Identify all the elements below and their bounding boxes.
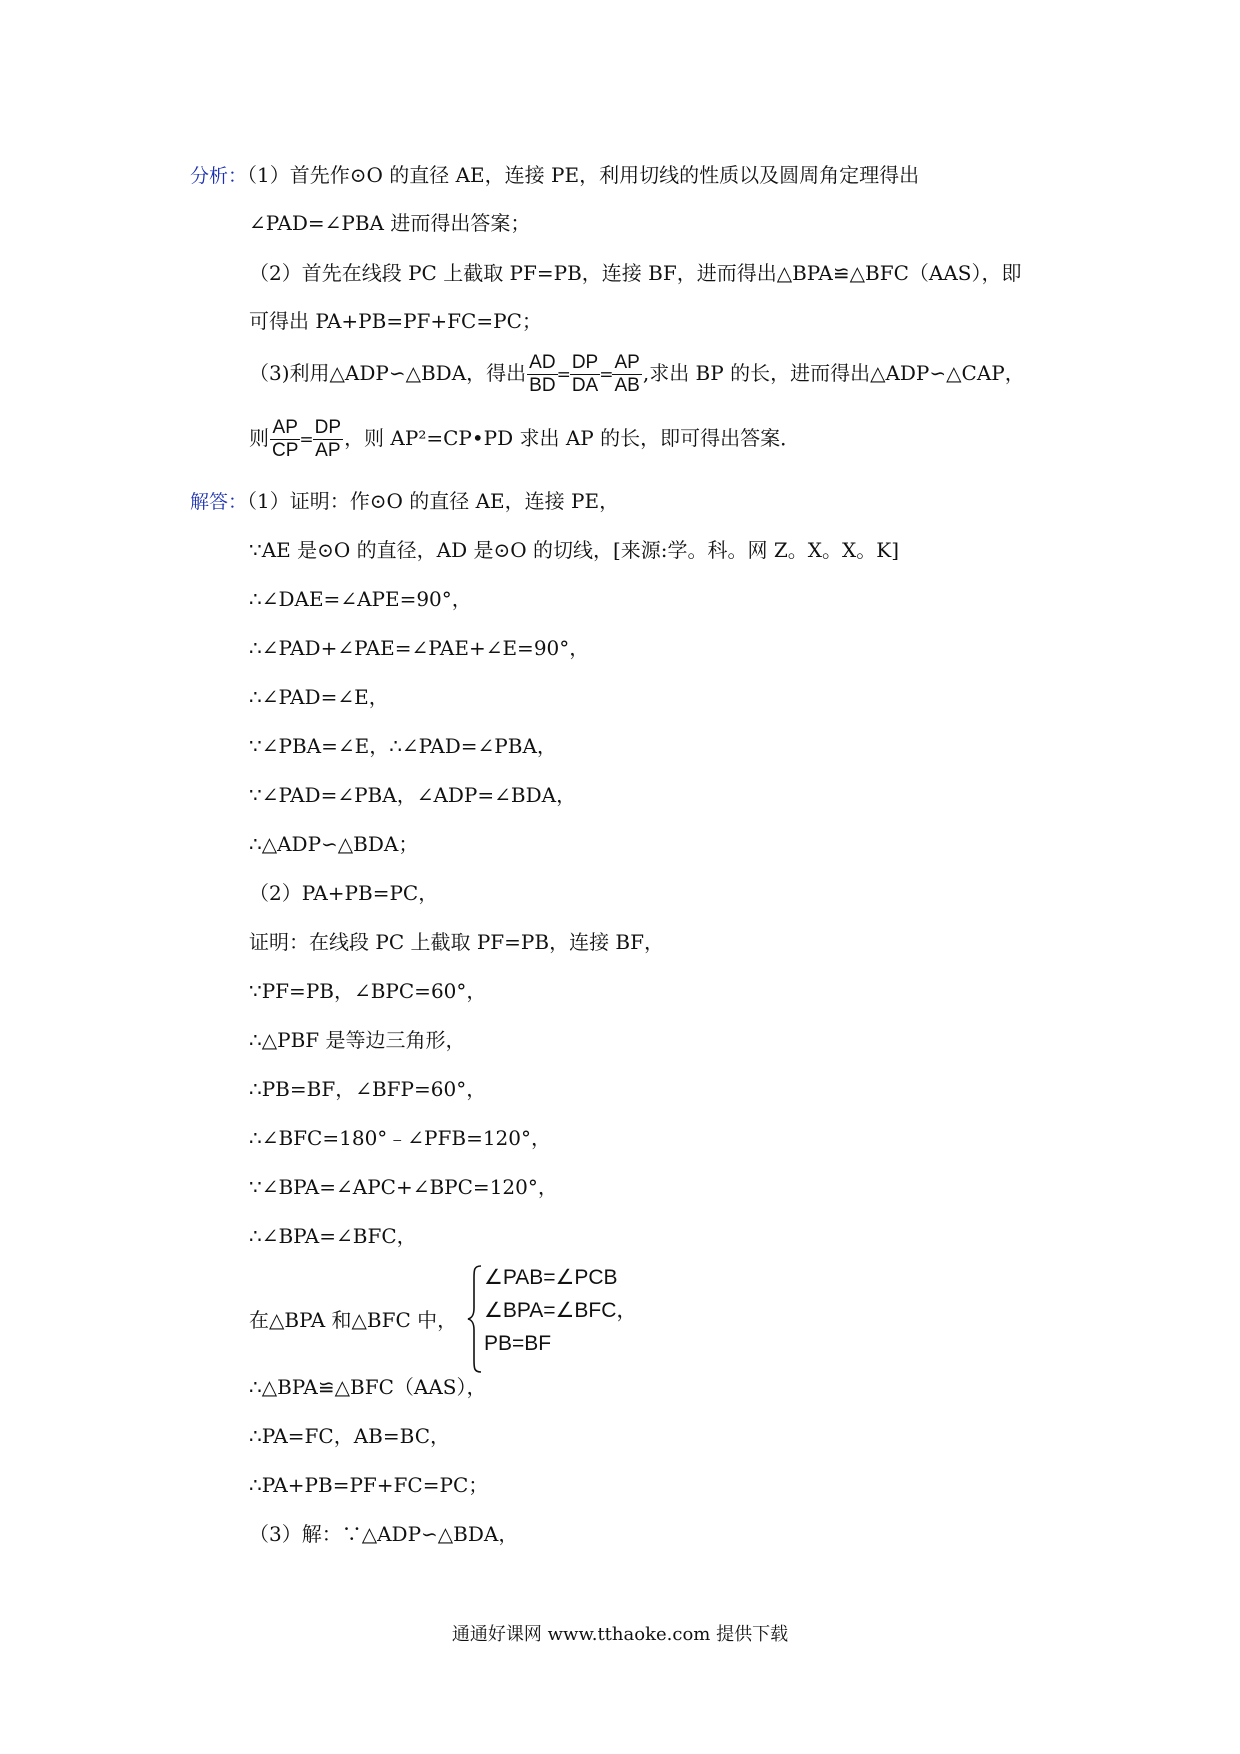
solution-line: ∵PF=PB，∠BPC=60°， — [249, 979, 487, 1003]
solution-text: （1）证明：作⊙O 的直径 AE，连接 PE， — [247, 489, 620, 513]
fraction-numerator: AP — [614, 352, 640, 373]
fraction-denominator: AB — [614, 375, 640, 396]
solution-line: ∴PA=FC，AB=BC， — [249, 1424, 450, 1448]
solution-line: ∴∠DAE=∠APE=90°， — [249, 587, 472, 611]
solution-label: 解答： — [190, 491, 248, 513]
analysis-line-4: 可得出 PA+PB=PF+FC=PC； — [249, 309, 542, 333]
analysis-text-6-post: ，则 AP²=CP•PD 求出 AP 的长，即可得出答案． — [344, 426, 801, 450]
solution-line: ∴PB=BF，∠BFP=60°， — [249, 1077, 487, 1101]
solution-line: （2）PA+PB=PC， — [249, 881, 439, 905]
fraction-ap-cp — [270, 417, 300, 462]
fraction-ad-bd — [527, 352, 557, 397]
analysis-line-6 — [249, 417, 800, 462]
solution-line: （3）解：∵△ADP∽△BDA， — [249, 1522, 519, 1546]
equals-sign: = — [599, 364, 614, 385]
fraction-ap-ab — [612, 352, 641, 397]
fraction-denominator: AP — [315, 440, 341, 461]
fraction-numerator: DP — [314, 417, 342, 438]
analysis-text-6-pre: 则 — [249, 426, 269, 450]
analysis-line-5 — [249, 352, 1025, 397]
system-eq-3: PB=BF — [484, 1332, 552, 1355]
fraction-denominator: DA — [571, 375, 599, 396]
solution-line: ∴△ADP∽△BDA； — [249, 832, 419, 856]
fraction-dp-da — [570, 352, 600, 397]
analysis-text-5-post: ,求出 BP 的长，进而得出△ADP∽△CAP， — [642, 361, 1025, 385]
solution-line: 证明：在线段 PC 上截取 PF=PB，连接 BF， — [249, 930, 665, 954]
solution-line: ∴∠BFC=180°﹣∠PFB=120°， — [249, 1126, 552, 1150]
page-footer: 通通好课网 www.tthaoke.com 提供下载 — [451, 1624, 789, 1645]
analysis-line-3: （2）首先在线段 PC 上截取 PF=PB，连接 BF，进而得出△BPA≌△BFC（AAS），即 — [249, 261, 1022, 285]
fraction-numerator: AD — [529, 352, 556, 373]
analysis-label: 分析： — [190, 165, 248, 187]
equals-sign: = — [556, 364, 571, 385]
solution-line-1 — [190, 486, 619, 517]
analysis-line-1 — [190, 160, 919, 191]
fraction-numerator: AP — [270, 417, 300, 440]
fraction-dp-ap — [313, 417, 343, 462]
system-eq-2-row — [484, 1294, 637, 1327]
analysis-text-5-pre: （3)利用△ADP∽△BDA，得出 — [249, 361, 527, 385]
analysis-text-1: （1）首先作⊙O 的直径 AE，连接 PE，利用切线的性质以及圆周角定理得出 — [247, 163, 920, 187]
left-brace — [466, 1264, 484, 1374]
solution-line: ∴∠PAD+∠PAE=∠PAE+∠E=90°， — [249, 636, 590, 660]
solution-line: ∵∠PAD=∠PBA，∠ADP=∠BDA， — [249, 783, 577, 807]
solution-line: ∵∠BPA=∠APC+∠BPC=120°， — [249, 1175, 558, 1199]
solution-line: ∴△BPA≌△BFC（AAS）， — [249, 1375, 487, 1399]
system-eq-2-comma: ， — [616, 1299, 638, 1322]
solution-line: ∴△PBF 是等边三角形， — [249, 1028, 466, 1052]
solution-line: ∴PA+PB=PF+FC=PC； — [249, 1473, 489, 1497]
fraction-numerator: DP — [571, 352, 599, 373]
fraction-denominator: CP — [272, 440, 299, 461]
solution-line: ∴∠PAD=∠E， — [249, 685, 389, 709]
analysis-line-2: ∠PAD=∠PBA 进而得出答案； — [249, 211, 531, 235]
system-equations — [484, 1261, 637, 1360]
equals-sign: = — [299, 429, 314, 450]
solution-line: ∵AE 是⊙O 的直径，AD 是⊙O 的切线，[来源:学。科。网 Z。X。X。K] — [249, 538, 899, 562]
solution-line: ∵∠PBA=∠E，∴∠PAD=∠PBA， — [249, 734, 557, 758]
system-intro: 在△BPA 和△BFC 中， — [249, 1308, 458, 1332]
system-eq-2: ∠BPA=∠BFC — [484, 1299, 617, 1322]
system-eq-1: ∠PAB=∠PCB — [484, 1266, 618, 1289]
solution-line: ∴∠BPA=∠BFC， — [249, 1224, 417, 1248]
fraction-denominator: BD — [529, 375, 556, 396]
